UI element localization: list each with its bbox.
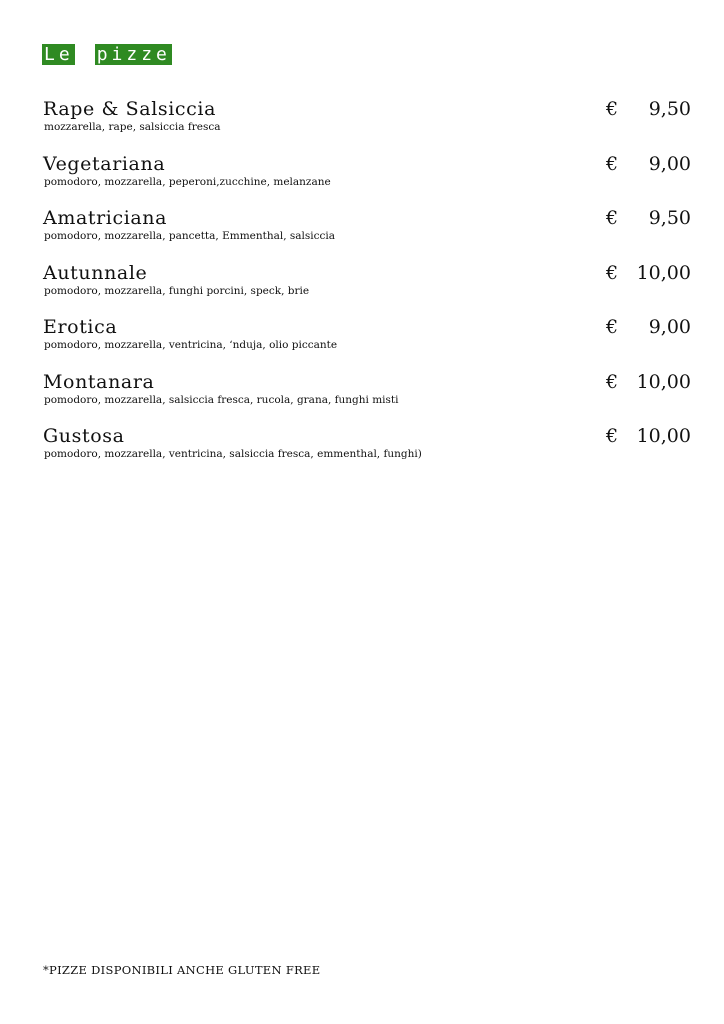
title-word-le: Le: [44, 44, 74, 65]
pizza-menu-list: [43, 97, 693, 479]
menu-item: [43, 370, 693, 425]
price-amount: 9,50: [648, 98, 691, 120]
menu-item: [43, 424, 693, 479]
menu-item-price: [606, 152, 691, 176]
price-amount: 10,00: [636, 261, 691, 284]
price-amount: 9,00: [648, 152, 691, 175]
price-amount: 10,00: [636, 370, 691, 393]
currency-symbol: €: [606, 370, 619, 393]
menu-item-name: Vegetariana: [43, 152, 166, 175]
menu-item: [43, 206, 693, 261]
menu-item-description: pomodoro, mozzarella, salsiccia fresca, rucola, grana, funghi misti: [44, 393, 399, 406]
menu-item-description: pomodoro, mozzarella, funghi porcini, speck, brie: [44, 284, 310, 297]
menu-item-price: [606, 261, 691, 285]
currency-symbol: €: [606, 98, 619, 120]
currency-symbol: €: [606, 261, 619, 284]
menu-item-name: Rape & Salsiccia: [43, 98, 217, 120]
menu-item: [43, 315, 693, 370]
price-amount: 10,00: [636, 425, 691, 447]
currency-symbol: €: [606, 152, 619, 175]
menu-item-name: Amatriciana: [43, 207, 168, 229]
gluten-free-note: *PIZZE DISPONIBILI ANCHE GLUTEN FREE: [43, 963, 321, 977]
menu-item-name: Montanara: [43, 370, 155, 393]
menu-item-price: [606, 370, 691, 394]
currency-symbol: €: [606, 316, 619, 338]
menu-item-price: [606, 315, 691, 339]
price-amount: 9,00: [648, 316, 691, 338]
menu-item-description: pomodoro, mozzarella, peperoni,zucchine, melanzane: [44, 175, 331, 188]
title-word-pizze: pizze: [96, 44, 171, 65]
menu-item-name: Gustosa: [43, 425, 125, 447]
menu-item: [43, 261, 693, 316]
menu-item-description: mozzarella, rape, salsiccia fresca: [44, 121, 221, 133]
menu-item-price: [606, 424, 691, 448]
menu-item-name: Autunnale: [43, 261, 148, 284]
menu-item-name: Erotica: [43, 316, 118, 338]
price-amount: 9,50: [648, 207, 691, 229]
menu-item-description: pomodoro, mozzarella, ventricina, ‘nduja, olio piccante: [44, 339, 338, 351]
page-title: [42, 44, 172, 66]
menu-item: [43, 97, 693, 152]
menu-item-description: pomodoro, mozzarella, ventricina, salsiccia fresca, emmenthal, funghi): [44, 448, 422, 460]
menu-item-price: [606, 206, 691, 230]
currency-symbol: €: [606, 207, 619, 229]
menu-item-price: [606, 97, 691, 121]
menu-item: [43, 152, 693, 207]
menu-item-description: pomodoro, mozzarella, pancetta, Emmenthal, salsiccia: [44, 230, 336, 242]
currency-symbol: €: [606, 425, 619, 447]
